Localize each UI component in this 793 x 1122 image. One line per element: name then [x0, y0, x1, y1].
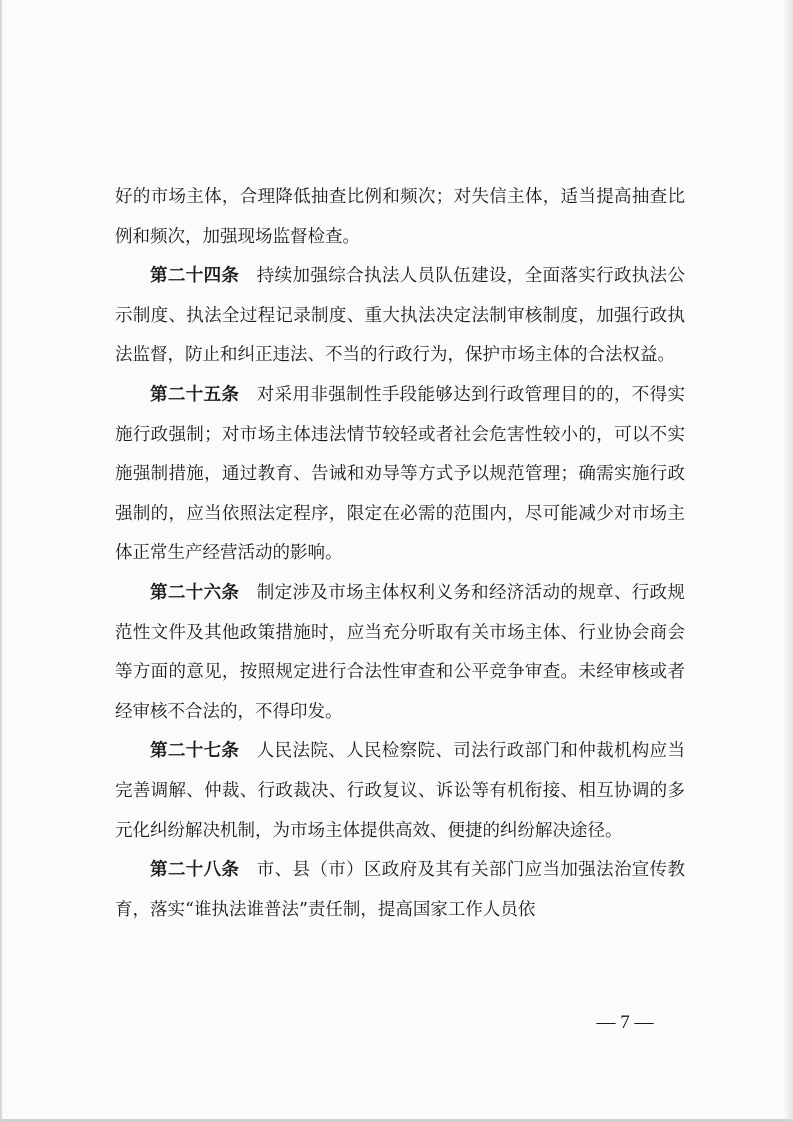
article-26	[115, 574, 685, 732]
article-text: 市、县（市）区政府及其有关部门应当加强法治宣传教育，落实“谁执法谁普法”责任制，提高国家工作人员依	[115, 860, 686, 920]
article-text: 人民法院、人民检察院、司法行政部门和仲裁机构应当完善调解、仲裁、行政裁决、行政复议、诉讼等有机衔接、相互协调的多元化纠纷解决机制，为市场主体提供高效、便捷的纠纷解决途径。	[115, 741, 686, 841]
article-number: 第二十六条	[150, 582, 240, 603]
article-27	[115, 732, 685, 851]
article-24	[115, 257, 685, 376]
article-number: 第二十八条	[150, 860, 240, 881]
article-text: 对采用非强制性手段能够达到行政管理目的的，不得实施行政强制；对市场主体违法情节较轻或者社会危害性较小的，可以不实施强制措施，通过教育、告诫和劝导等方式予以规范管理；确需实施行政强制的，应当依照法定程序，限定在必需的范围内，尽可能减少对市场主体正常生产经营活动的影响。	[115, 384, 686, 564]
article-number: 第二十七条	[150, 741, 240, 762]
paragraph-continued	[115, 178, 685, 257]
document-body	[115, 178, 685, 930]
paragraph-text: 好的市场主体，合理降低抽查比例和频次；对失信主体，适当提高抽查比例和频次，加强现场监督检查。	[115, 187, 685, 247]
article-number: 第二十五条	[150, 384, 240, 405]
page-number: — 7 —	[596, 1012, 654, 1033]
article-28	[115, 851, 685, 930]
scan-edge-shadow	[783, 0, 793, 1122]
article-text: 持续加强综合执法人员队伍建设，全面落实行政执法公示制度、执法全过程记录制度、重大执法决定法制审核制度，加强行政执法监督，防止和纠正违法、不当的行政行为，保护市场主体的合法权益。	[115, 266, 686, 366]
article-text: 制定涉及市场主体权利义务和经济活动的规章、行政规范性文件及其他政策措施时，应当充分听取有关市场主体、行业协会商会等方面的意见，按照规定进行合法性审查和公平竞争审查。未经审核或者经审核不合法的，不得印发。	[115, 582, 686, 722]
article-25	[115, 376, 685, 574]
article-number: 第二十四条	[150, 266, 240, 287]
